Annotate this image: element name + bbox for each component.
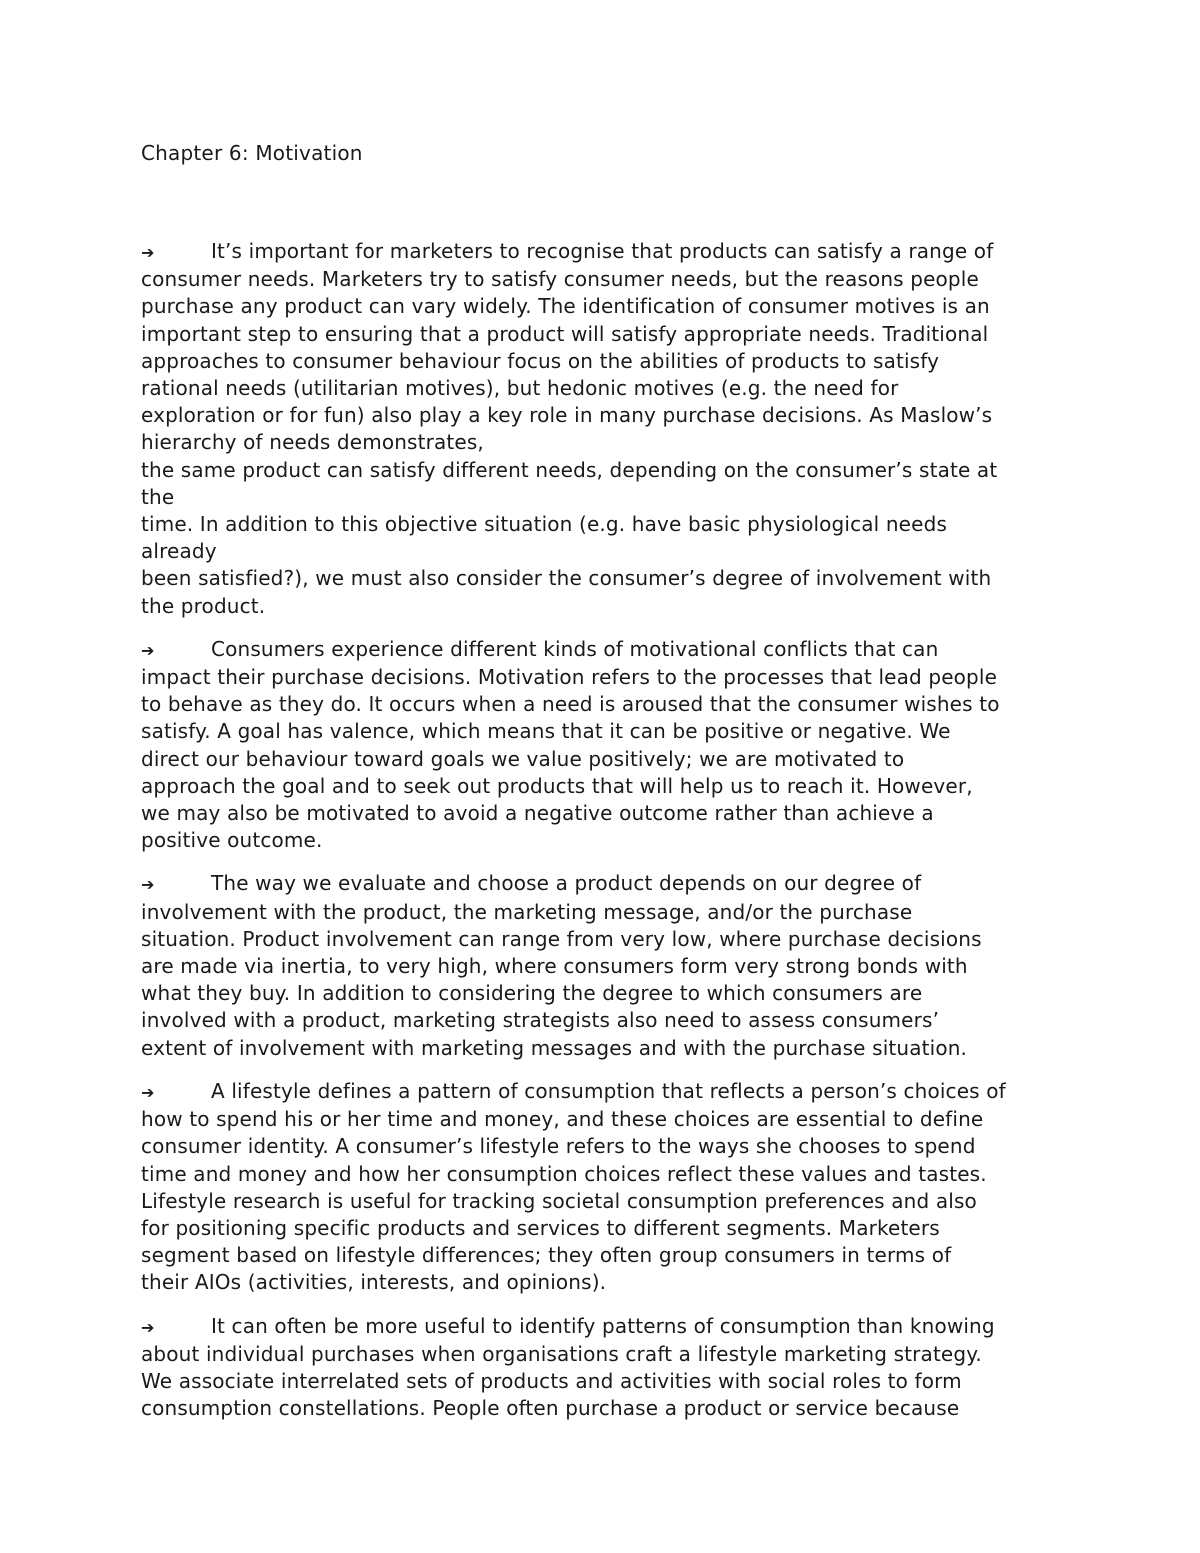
paragraph-line <box>141 375 1066 402</box>
paragraph-line <box>141 238 1066 266</box>
paragraph-line <box>141 538 1066 565</box>
line-text: purchase any product can vary widely. The identification of consumer motives is an <box>141 294 990 319</box>
paragraph-line <box>141 1269 1066 1296</box>
arrow-bullet-icon: ➔ <box>141 1082 155 1102</box>
arrow-bullet-icon: ➔ <box>141 1317 155 1337</box>
line-text: Consumers experience different kinds of motivational conflicts that can <box>211 636 939 661</box>
bullet-paragraph <box>141 870 1066 1061</box>
paragraph-line <box>141 1078 1066 1106</box>
paragraph-line <box>141 321 1066 348</box>
chapter-title: Chapter 6: Motivation <box>141 141 363 165</box>
line-text: for positioning specific products and services to different segments. Marketers <box>141 1215 940 1240</box>
line-text: exploration or for fun) also play a key role in many purchase decisions. As Maslow’s <box>141 403 993 428</box>
paragraph-line <box>141 636 1066 664</box>
line-text: direct our behaviour toward goals we value positively; we are motivated to <box>141 746 905 771</box>
line-text: the same product can satisfy different needs, depending on the consumer’s state at <box>141 457 998 482</box>
line-text: We associate interrelated sets of products and activities with social roles to form <box>141 1368 962 1393</box>
paragraph-line <box>141 953 1066 980</box>
paragraph-line <box>141 511 1066 538</box>
paragraph-line <box>141 1133 1066 1160</box>
bullet-list <box>141 238 1066 1422</box>
paragraph-line <box>141 1215 1066 1242</box>
bullet-paragraph <box>141 636 1066 855</box>
line-text: situation. Product involvement can range from very low, where purchase decisions <box>141 926 982 951</box>
paragraph-line <box>141 293 1066 320</box>
paragraph-line <box>141 664 1066 691</box>
paragraph-line <box>141 1035 1066 1062</box>
paragraph-line <box>141 1007 1066 1034</box>
paragraph-line <box>141 1242 1066 1269</box>
line-text: involved with a product, marketing strategists also need to assess consumers’ <box>141 1008 940 1033</box>
line-text: important step to ensuring that a product will satisfy appropriate needs. Traditional <box>141 321 989 346</box>
line-text: segment based on lifestyle differences; they often group consumers in terms of <box>141 1243 952 1268</box>
line-text: hierarchy of needs demonstrates, <box>141 430 484 455</box>
line-text: consumer needs. Marketers try to satisfy consumer needs, but the reasons people <box>141 267 979 292</box>
line-text: time and money and how her consumption choices reflect these values and tastes. <box>141 1161 987 1186</box>
line-text: how to spend his or her time and money, and these choices are essential to define <box>141 1107 984 1132</box>
line-text: satisfy. A goal has valence, which means that it can be positive or negative. We <box>141 719 951 744</box>
paragraph-line <box>141 1188 1066 1215</box>
arrow-bullet-icon: ➔ <box>141 243 155 262</box>
paragraph-line <box>141 1395 1066 1422</box>
paragraph-line <box>141 870 1066 898</box>
document-page <box>141 138 1066 1438</box>
paragraph-line <box>141 773 1066 800</box>
paragraph-line <box>141 899 1066 926</box>
bullet-paragraph <box>141 238 1066 620</box>
paragraph-line <box>141 746 1066 773</box>
paragraph-line <box>141 800 1066 827</box>
line-text: rational needs (utilitarian motives), but hedonic motives (e.g. the need for <box>141 376 899 401</box>
paragraph-line <box>141 402 1066 429</box>
paragraph-line <box>141 429 1066 456</box>
line-text: we may also be motivated to avoid a negative outcome rather than achieve a <box>141 801 934 826</box>
line-text: A lifestyle defines a pattern of consumption that reflects a person’s choices of <box>211 1078 1006 1103</box>
line-text: about individual purchases when organisations craft a lifestyle marketing strategy. <box>141 1341 982 1366</box>
line-text: what they buy. In addition to considering the degree to which consumers are <box>141 981 923 1006</box>
arrow-bullet-icon: ➔ <box>141 640 155 660</box>
paragraph-line <box>141 266 1066 293</box>
line-text: the product. <box>141 593 266 618</box>
paragraph-line <box>141 1368 1066 1395</box>
line-text: already <box>141 539 217 564</box>
line-text: positive outcome. <box>141 828 323 853</box>
line-text: It can often be more useful to identify patterns of consumption than knowing <box>211 1313 995 1338</box>
line-text: It’s important for marketers to recognise that products can satisfy a range of <box>211 239 994 263</box>
paragraph-line <box>141 484 1066 511</box>
line-text: extent of involvement with marketing messages and with the purchase situation. <box>141 1035 968 1060</box>
line-text: consumer identity. A consumer’s lifestyle refers to the ways she chooses to spend <box>141 1134 976 1159</box>
paragraph-line <box>141 1161 1066 1188</box>
line-text: are made via inertia, to very high, where consumers form very strong bonds with <box>141 954 968 979</box>
line-text: approaches to consumer behaviour focus on the abilities of products to satisfy <box>141 348 940 373</box>
paragraph-line <box>141 593 1066 620</box>
line-text: Lifestyle research is useful for tracking societal consumption preferences and also <box>141 1188 977 1213</box>
line-text: impact their purchase decisions. Motivation refers to the processes that lead people <box>141 665 998 690</box>
paragraph-line <box>141 827 1066 854</box>
line-text: been satisfied?), we must also consider the consumer’s degree of involvement with <box>141 566 992 591</box>
bullet-paragraph <box>141 1313 1066 1423</box>
paragraph-line <box>141 718 1066 745</box>
paragraph-line <box>141 980 1066 1007</box>
line-text: consumption constellations. People often purchase a product or service because <box>141 1396 960 1421</box>
paragraph-line <box>141 565 1066 592</box>
arrow-bullet-icon: ➔ <box>141 875 155 895</box>
line-text: the <box>141 484 175 509</box>
paragraph-line <box>141 926 1066 953</box>
paragraph-line <box>141 1313 1066 1341</box>
bullet-paragraph <box>141 1078 1066 1297</box>
line-text: their AIOs (activities, interests, and opinions). <box>141 1270 607 1295</box>
paragraph-line <box>141 348 1066 375</box>
paragraph-line <box>141 691 1066 718</box>
paragraph-line <box>141 457 1066 484</box>
line-text: approach the goal and to seek out products that will help us to reach it. However, <box>141 773 973 798</box>
line-text: involvement with the product, the marketing message, and/or the purchase <box>141 899 913 924</box>
paragraph-line <box>141 1106 1066 1133</box>
line-text: The way we evaluate and choose a product depends on our degree of <box>211 871 922 896</box>
line-text: to behave as they do. It occurs when a need is aroused that the consumer wishes to <box>141 692 1000 717</box>
paragraph-line <box>141 1341 1066 1368</box>
line-text: time. In addition to this objective situation (e.g. have basic physiological needs <box>141 512 948 537</box>
